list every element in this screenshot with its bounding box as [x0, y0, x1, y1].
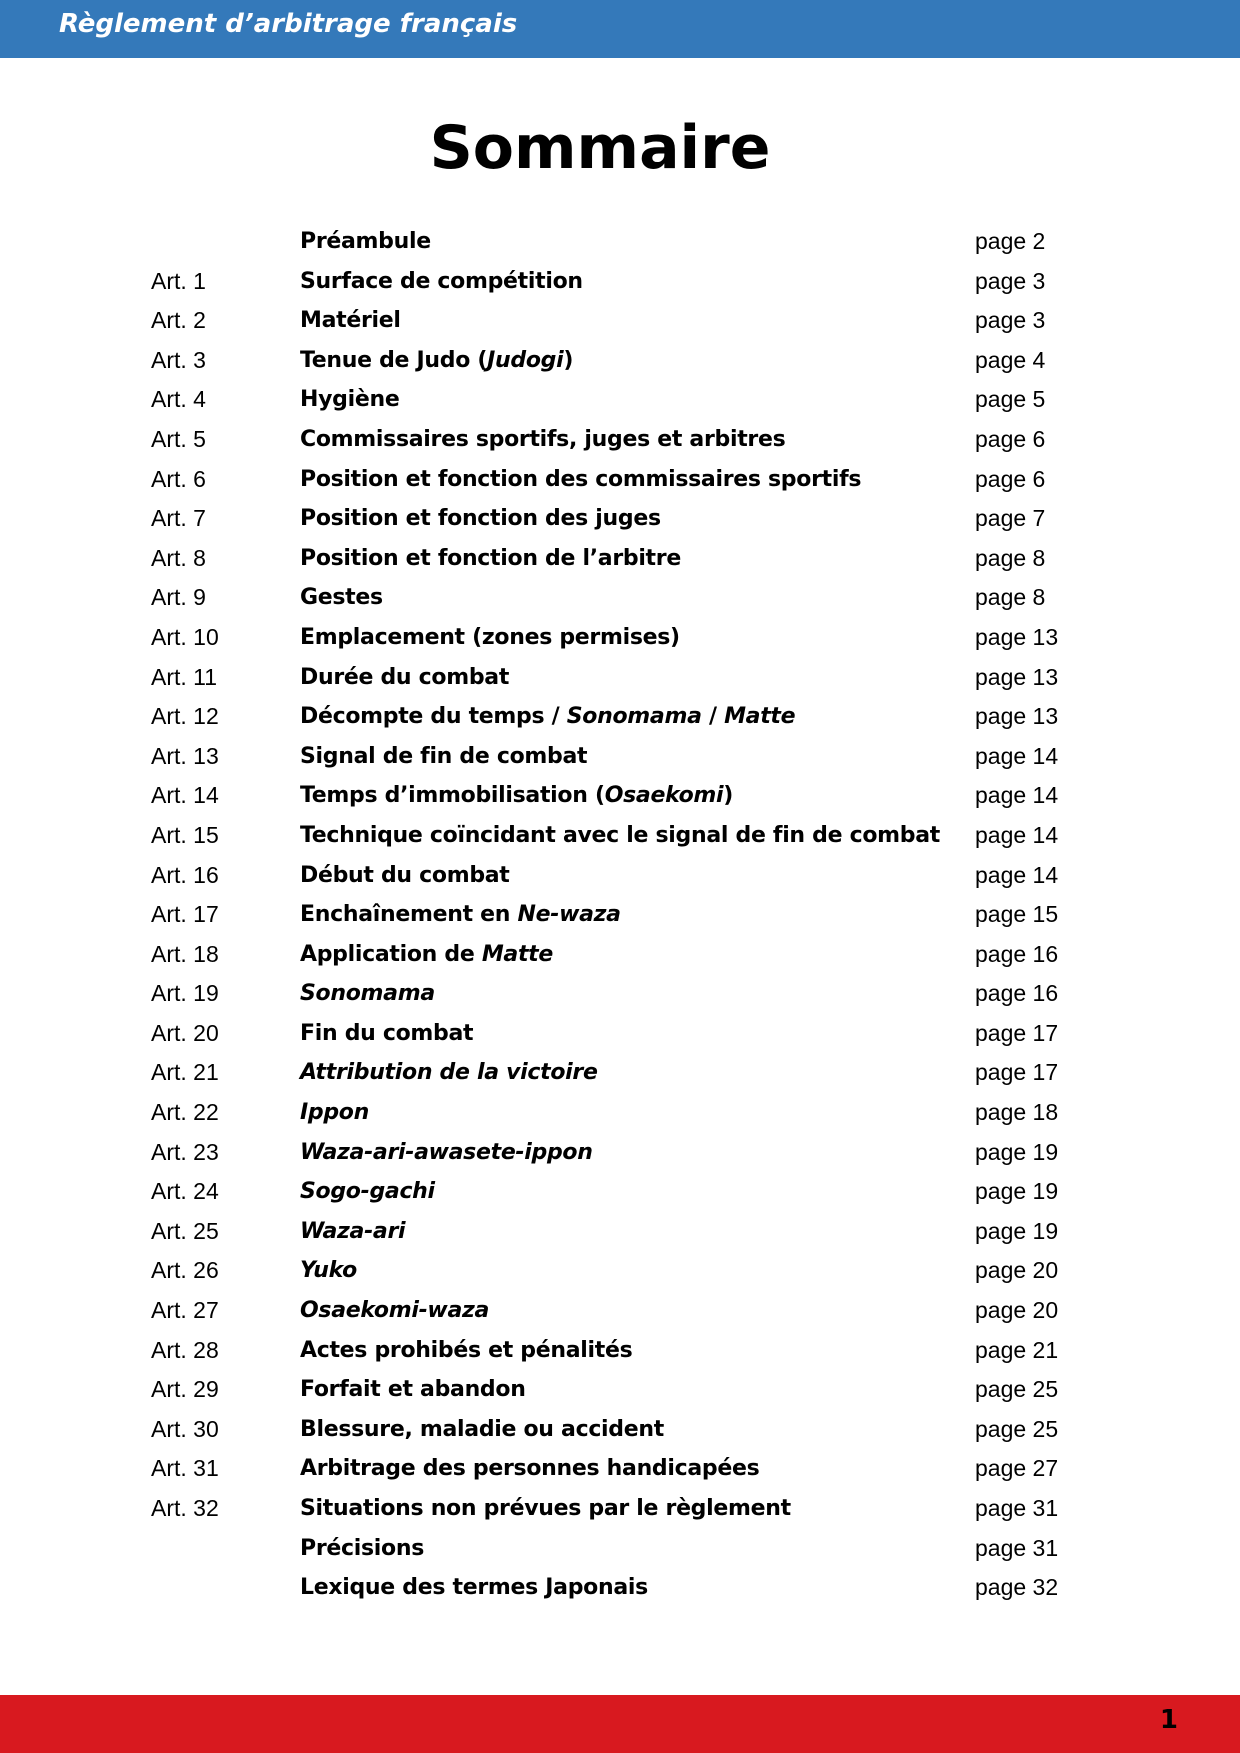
- toc-entry-title[interactable]: [300, 618, 680, 658]
- toc-title-segment: Forfait et abandon: [300, 1377, 526, 1403]
- toc-article-number: Art. 19: [151, 980, 219, 1007]
- toc-article-number: Art. 31: [151, 1455, 219, 1482]
- toc-article-number: Art. 20: [151, 1019, 219, 1046]
- toc-title-segment: Lexique des termes Japonais: [300, 1575, 648, 1601]
- toc-entry-title[interactable]: [300, 578, 383, 618]
- toc-row[interactable]: [0, 1172, 1240, 1212]
- toc-title-segment: Yuko: [300, 1258, 357, 1284]
- toc-article-number: Art. 24: [151, 1178, 219, 1205]
- toc-article-number: Art. 4: [151, 386, 206, 413]
- toc-entry-title[interactable]: [300, 460, 861, 500]
- toc-article-number: Art. 3: [151, 346, 206, 373]
- toc-title-segment: Durée du combat: [300, 664, 510, 690]
- toc-entry-title[interactable]: [300, 856, 510, 896]
- toc-page-reference[interactable]: page 18: [975, 1099, 1059, 1126]
- toc-row[interactable]: [0, 499, 1240, 539]
- header-band: [0, 0, 1240, 58]
- toc-entry-title[interactable]: [300, 1410, 664, 1450]
- toc-title-segment: Décompte du temps /: [300, 704, 567, 730]
- toc-entry-title[interactable]: [300, 974, 435, 1014]
- toc-page-reference[interactable]: page 13: [975, 623, 1059, 650]
- toc-title-segment: Blessure, maladie ou accident: [300, 1416, 664, 1442]
- toc-entry-title[interactable]: [300, 1053, 598, 1093]
- toc-entry-title[interactable]: [300, 1568, 648, 1608]
- table-of-contents: [0, 222, 1240, 1608]
- toc-row[interactable]: [0, 1014, 1240, 1054]
- toc-page-reference[interactable]: page 14: [975, 821, 1059, 848]
- toc-entry-title[interactable]: [300, 222, 431, 262]
- toc-row[interactable]: [0, 1370, 1240, 1410]
- toc-page-reference[interactable]: page 20: [975, 1257, 1059, 1284]
- toc-row[interactable]: [0, 222, 1240, 262]
- toc-row[interactable]: [0, 1212, 1240, 1252]
- toc-page-reference[interactable]: page 17: [975, 1019, 1059, 1046]
- toc-page-reference[interactable]: page 14: [975, 742, 1059, 769]
- toc-article-number: Art. 5: [151, 425, 206, 452]
- toc-entry-title[interactable]: [300, 1133, 593, 1173]
- toc-row[interactable]: [0, 935, 1240, 975]
- toc-article-number: Art. 1: [151, 267, 206, 294]
- toc-article-number: Art. 11: [151, 663, 218, 690]
- toc-row[interactable]: [0, 776, 1240, 816]
- toc-page-reference[interactable]: page 25: [975, 1415, 1059, 1442]
- toc-entry-title[interactable]: [300, 341, 573, 381]
- toc-page-reference[interactable]: page 31: [975, 1495, 1059, 1521]
- toc-page-reference[interactable]: page 4: [975, 346, 1046, 373]
- toc-article-number: Art. 22: [151, 1099, 219, 1126]
- toc-row[interactable]: [0, 895, 1240, 935]
- toc-article-number: Art. 28: [151, 1336, 219, 1363]
- toc-article-number: Art. 27: [151, 1297, 219, 1324]
- toc-row[interactable]: [0, 460, 1240, 500]
- toc-title-segment: ): [723, 783, 734, 809]
- toc-article-number: Art. 13: [151, 742, 219, 769]
- toc-row[interactable]: [0, 1291, 1240, 1331]
- toc-title-segment: Position et fonction des commissaires sportifs: [300, 466, 862, 492]
- toc-article-number: Art. 6: [151, 465, 206, 492]
- toc-title-segment: Actes prohibés et pénalités: [300, 1337, 633, 1363]
- toc-title-segment: Arbitrage des personnes handicapées: [300, 1456, 760, 1482]
- toc-row[interactable]: [0, 578, 1240, 618]
- toc-article-number: Art. 16: [151, 861, 219, 888]
- toc-title-segment: Gestes: [300, 585, 383, 611]
- toc-entry-title[interactable]: [300, 1251, 357, 1291]
- toc-row[interactable]: [0, 1331, 1240, 1371]
- toc-title-segment: Judogi: [487, 347, 564, 373]
- toc-page-reference[interactable]: page 6: [975, 425, 1046, 452]
- toc-row[interactable]: [0, 658, 1240, 698]
- toc-row[interactable]: [0, 737, 1240, 777]
- toc-entry-title[interactable]: [300, 301, 401, 341]
- toc-entry-title[interactable]: [300, 499, 661, 539]
- toc-entry-title[interactable]: [300, 658, 509, 698]
- toc-row[interactable]: [0, 697, 1240, 737]
- toc-title-segment: Application de: [300, 941, 482, 967]
- toc-title-segment: Commissaires sportifs, juges et arbitres: [300, 426, 786, 452]
- toc-article-number: Art. 29: [151, 1376, 219, 1403]
- toc-row[interactable]: [0, 539, 1240, 579]
- toc-article-number: Art. 12: [151, 703, 219, 730]
- toc-title-segment: Matte: [481, 941, 554, 967]
- toc-row[interactable]: [0, 301, 1240, 341]
- toc-article-number: Art. 7: [151, 505, 206, 532]
- toc-row[interactable]: [0, 1410, 1240, 1450]
- toc-title-segment: Temps d’immobilisation (: [300, 783, 605, 809]
- toc-title-segment: Emplacement (zones permises): [300, 624, 680, 650]
- page-number: 1: [1159, 1705, 1178, 1735]
- toc-row[interactable]: [0, 1529, 1240, 1569]
- toc-title-segment: Tenue de Judo (: [300, 347, 488, 373]
- toc-entry-title[interactable]: [300, 539, 681, 579]
- toc-article-number: Art. 30: [151, 1415, 219, 1442]
- toc-row[interactable]: [0, 1449, 1240, 1489]
- toc-article-number: Art. 14: [151, 782, 219, 809]
- toc-title-segment: Surface de compétition: [300, 268, 583, 294]
- toc-title-segment: Hygiène: [300, 387, 400, 413]
- toc-article-number: Art. 21: [151, 1059, 219, 1086]
- toc-row[interactable]: [0, 1093, 1240, 1133]
- toc-entry-title[interactable]: [300, 816, 940, 856]
- toc-page-reference[interactable]: page 2: [975, 228, 1046, 254]
- toc-entry-title[interactable]: [300, 1331, 632, 1371]
- toc-title-segment: Position et fonction de l’arbitre: [300, 545, 681, 571]
- toc-title-segment: Position et fonction des juges: [300, 506, 661, 532]
- toc-title-segment: Fin du combat: [300, 1020, 474, 1046]
- toc-page-reference[interactable]: page 13: [975, 663, 1059, 690]
- toc-page-reference[interactable]: page 16: [975, 940, 1059, 967]
- toc-page-reference[interactable]: page 15: [975, 901, 1059, 928]
- toc-title-segment: Matériel: [300, 308, 401, 334]
- toc-article-number: Art. 18: [151, 940, 219, 967]
- toc-entry-title[interactable]: [300, 262, 583, 302]
- toc-article-number: Art. 25: [151, 1217, 219, 1244]
- toc-page-reference[interactable]: page 19: [975, 1138, 1059, 1165]
- toc-entry-title[interactable]: [300, 1172, 435, 1212]
- toc-page-reference[interactable]: page 16: [975, 980, 1059, 1007]
- toc-article-number: Art. 9: [151, 584, 206, 611]
- toc-article-number: Art. 23: [151, 1138, 219, 1165]
- toc-page-reference[interactable]: page 25: [975, 1376, 1059, 1403]
- toc-row[interactable]: [0, 341, 1240, 381]
- toc-title-segment: Sonomama: [566, 704, 702, 730]
- toc-entry-title[interactable]: [300, 895, 621, 935]
- toc-page-reference[interactable]: page 14: [975, 861, 1059, 888]
- toc-page-reference[interactable]: page 19: [975, 1178, 1059, 1205]
- toc-page-reference[interactable]: page 17: [975, 1059, 1059, 1086]
- toc-page-reference[interactable]: page 21: [975, 1336, 1059, 1363]
- toc-entry-title[interactable]: [300, 1212, 405, 1252]
- toc-title-segment: Osaekomi-waza: [300, 1298, 490, 1324]
- toc-title-segment: Sogo-gachi: [300, 1179, 435, 1205]
- toc-page-reference[interactable]: page 6: [975, 465, 1046, 492]
- toc-title-segment: Technique coïncidant avec le signal de fin de combat: [300, 822, 940, 848]
- toc-page-reference[interactable]: page 8: [975, 544, 1046, 571]
- toc-title-segment: Sonomama: [300, 981, 435, 1007]
- toc-article-number: Art. 17: [151, 901, 219, 928]
- toc-page-reference[interactable]: page 3: [975, 267, 1046, 294]
- toc-row[interactable]: [0, 1133, 1240, 1173]
- document-title: Règlement d’arbitrage français: [59, 9, 518, 39]
- toc-entry-title[interactable]: [300, 1370, 526, 1410]
- toc-entry-title[interactable]: [300, 1489, 791, 1529]
- footer-band: [0, 1695, 1240, 1753]
- toc-row[interactable]: [0, 1489, 1240, 1529]
- toc-title-segment: Enchaînement en: [300, 902, 518, 928]
- toc-title-segment: Ne-waza: [517, 902, 621, 928]
- toc-page-reference[interactable]: page 20: [975, 1297, 1059, 1324]
- toc-title-segment: Osaekomi: [604, 783, 724, 809]
- toc-row[interactable]: [0, 420, 1240, 460]
- toc-row[interactable]: [0, 380, 1240, 420]
- toc-row[interactable]: [0, 1251, 1240, 1291]
- toc-row[interactable]: [0, 1568, 1240, 1608]
- page-title: Sommaire: [429, 113, 771, 183]
- toc-title-segment: Situations non prévues par le règlement: [300, 1496, 791, 1521]
- toc-title-segment: Matte: [724, 704, 796, 730]
- toc-title-segment: Précisions: [300, 1535, 424, 1561]
- toc-row[interactable]: [0, 1053, 1240, 1093]
- toc-entry-title[interactable]: [300, 697, 795, 737]
- toc-entry-title[interactable]: [300, 380, 399, 420]
- toc-row[interactable]: [0, 856, 1240, 896]
- toc-entry-title[interactable]: [300, 1449, 759, 1489]
- toc-page-reference[interactable]: page 31: [975, 1534, 1059, 1561]
- toc-row[interactable]: [0, 618, 1240, 658]
- toc-article-number: Art. 10: [151, 623, 219, 650]
- toc-title-segment: Waza-ari-awasete-ippon: [300, 1139, 593, 1165]
- toc-entry-title[interactable]: [300, 935, 553, 975]
- toc-title-segment: Préambule: [300, 229, 431, 254]
- toc-entry-title[interactable]: [300, 776, 733, 816]
- toc-page-reference[interactable]: page 32: [975, 1574, 1059, 1601]
- toc-page-reference[interactable]: page 7: [975, 505, 1046, 532]
- toc-entry-title[interactable]: [300, 1093, 369, 1133]
- toc-row[interactable]: [0, 816, 1240, 856]
- toc-title-segment: Ippon: [300, 1100, 369, 1126]
- toc-page-reference[interactable]: page 8: [975, 584, 1046, 611]
- toc-article-number: Art. 26: [151, 1257, 219, 1284]
- toc-page-reference[interactable]: page 5: [975, 386, 1046, 413]
- toc-article-number: Art. 15: [151, 821, 219, 848]
- toc-page-reference[interactable]: page 19: [975, 1217, 1059, 1244]
- toc-page-reference[interactable]: page 14: [975, 782, 1059, 809]
- toc-entry-title[interactable]: [300, 1014, 473, 1054]
- toc-entry-title[interactable]: [300, 1529, 424, 1569]
- toc-article-number: Art. 8: [151, 544, 206, 571]
- toc-title-segment: Début du combat: [300, 862, 510, 888]
- toc-title-segment: /: [701, 704, 725, 730]
- toc-page-reference[interactable]: page 3: [975, 307, 1046, 334]
- toc-row[interactable]: [0, 262, 1240, 302]
- toc-entry-title[interactable]: [300, 737, 587, 777]
- toc-row[interactable]: [0, 974, 1240, 1014]
- toc-article-number: Art. 32: [151, 1495, 219, 1521]
- toc-title-segment: Attribution de la victoire: [300, 1060, 598, 1086]
- toc-page-reference[interactable]: page 13: [975, 703, 1059, 730]
- toc-title-segment: ): [563, 347, 574, 373]
- toc-entry-title[interactable]: [300, 1291, 489, 1331]
- toc-title-segment: Signal de fin de combat: [300, 743, 588, 769]
- toc-article-number: Art. 2: [151, 307, 206, 334]
- toc-entry-title[interactable]: [300, 420, 785, 460]
- toc-title-segment: Waza-ari: [300, 1218, 406, 1244]
- toc-page-reference[interactable]: page 27: [975, 1455, 1059, 1482]
